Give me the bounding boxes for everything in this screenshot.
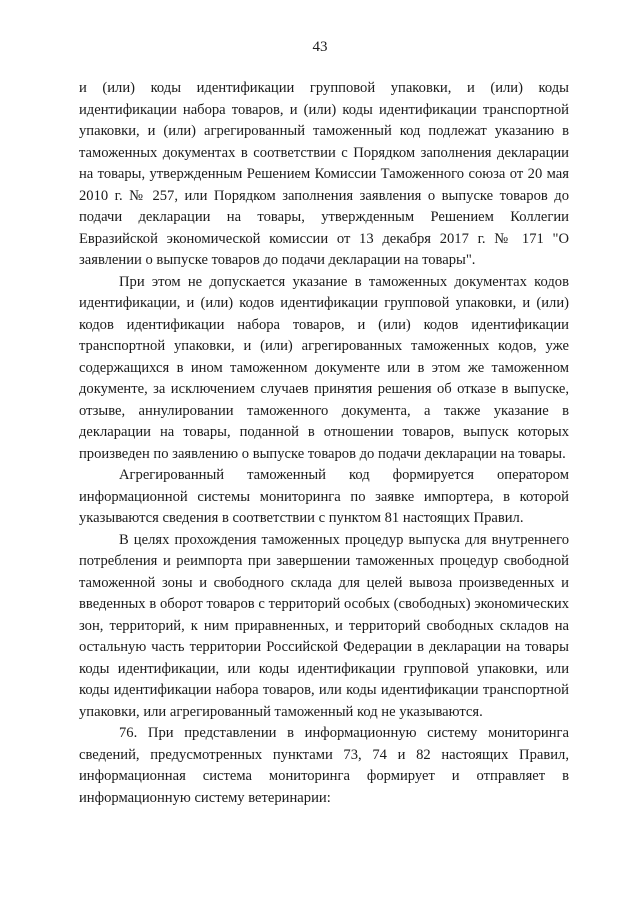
- page-number: 43: [312, 39, 328, 55]
- paragraph-customs-procedures: В целях прохождения таможенных процедур выпуска для внутреннего потребления и реимпорта при завершении таможенных процедур свободной таможенной зоны и свободного склада для целей вывоза произведенных и введенных в оборот товаров с территорий особых (свободных) экономических зон, территорий, к ним приравненных, и территорий свободных складов на остальную часть территории Российской Федерации в декларации на товары коды идентификации, или коды идентификации групповой упаковки, или коды идентификации набора товаров, или коды идентификации транспортной упаковки, или агрегированный таможенный код не указываются.: [79, 531, 569, 720]
- paragraph-item-76: 76. При представлении в информационную систему мониторинга сведений, предусмотренных пунктами 73, 74 и 82 настоящих Правил, информационная система мониторинга формирует и отправляет в информационную систему ветеринарии:: [79, 725, 569, 806]
- paragraph-prohibition: При этом не допускается указание в таможенных документах кодов идентификации, и (или) кодов идентификации групповой упаковки, и (или) кодов идентификации набора товаров, и (или) кодов идентификации транспортной упаковки, и (или) агрегированных таможенных кодов, уже содержащихся в ином таможенном документе или в этом же таможенном документе, за исключением случаев принятия решения об отказе в выпуске, отзыве, аннулировании таможенного документа, а также указание в декларации на товары, поданной в отношении товаров, выпуск которых произведен по заявлению о выпуске товаров до подачи декларации на товары.: [79, 273, 569, 462]
- paragraph-continuation: и (или) коды идентификации групповой упаковки, и (или) коды идентификации набора товаров, и (или) коды идентификации транспортной упаковки, и (или) агрегированный таможенный код подлежат указанию в таможенных документах в соответствии с Порядком заполнения декларации на товары, утвержденным Решением Комиссии Таможенного союза от 20 мая 2010 г. № 257, или Порядком заполнения заявления о выпуске товаров до подачи декларации на товары, утвержденным Решением Коллегии Евразийской экономической комиссии от 13 декабря 2017 г. № 171 "О заявлении о выпуске товаров до подачи декларации на товары".: [79, 80, 569, 268]
- paragraph-aggregated-code: Агрегированный таможенный код формируется оператором информационной системы мониторинга по заявке импортера, в которой указываются сведения в соответствии с пунктом 81 настоящих Правил.: [79, 467, 569, 526]
- document-body: [79, 78, 569, 809]
